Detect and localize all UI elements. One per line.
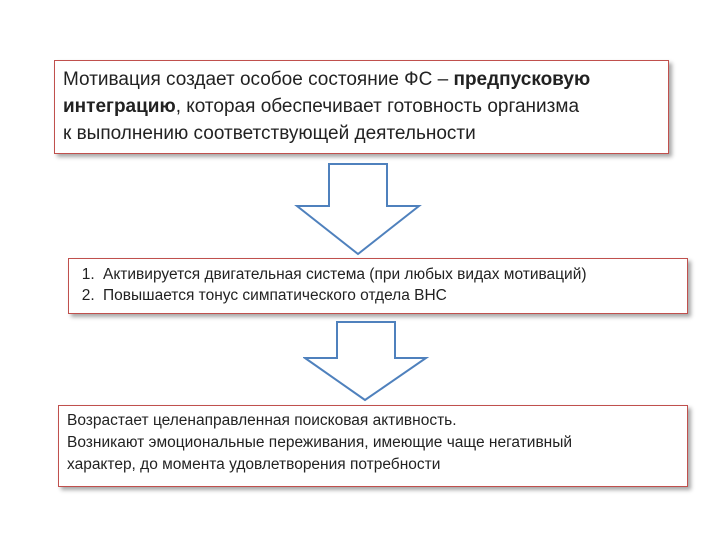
activation-item-1: 1. Активируется двигательная система (при любых видах мотиваций) — [99, 264, 679, 285]
down-arrow-1 — [294, 162, 424, 258]
down-arrow-2 — [303, 320, 433, 404]
box1-line1-text: Мотивация создает особое состояние ФС – — [63, 69, 454, 90]
box1-line2-text: , которая обеспечивает готовность организма — [175, 96, 580, 117]
box1-line-1 — [63, 66, 660, 93]
outcome-line-3: характер, до момента удовлетворения потребности — [67, 456, 441, 473]
outcome-box — [58, 405, 688, 487]
box1-line-2 — [63, 93, 660, 120]
box1-line-3: к выполнению соответствующей деятельности — [63, 123, 476, 144]
outcome-line-1: Возрастает целенаправленная поисковая активность. — [67, 412, 457, 429]
box1-line2-bold: интеграцию — [63, 96, 176, 117]
activation-item-2: 2. Повышается тонус симпатического отдела ВНС — [99, 285, 679, 306]
box1-line1-bold: предпусковую — [453, 69, 591, 90]
activation-list — [77, 264, 679, 306]
motivation-box — [54, 60, 669, 154]
activation-box — [68, 258, 688, 314]
outcome-line-2: Возникают эмоциональные переживания, имеющие чаще негативный — [67, 434, 573, 451]
